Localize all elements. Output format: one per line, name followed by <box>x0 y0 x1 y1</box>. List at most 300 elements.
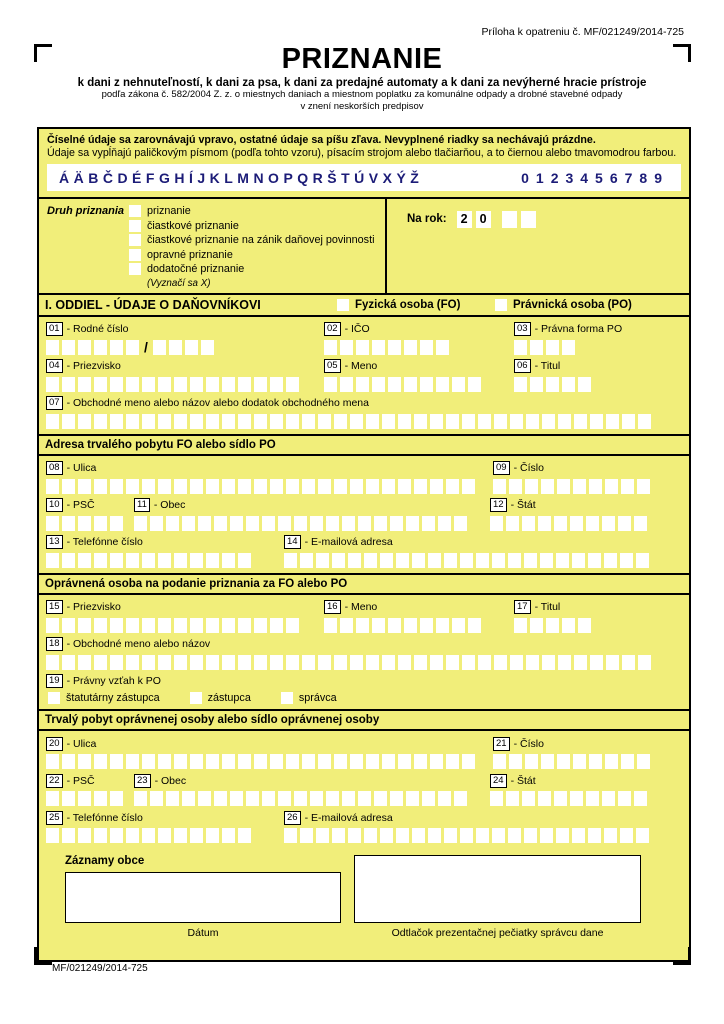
char-box[interactable] <box>525 479 538 494</box>
char-box[interactable] <box>46 377 59 392</box>
char-box[interactable] <box>438 516 451 531</box>
char-box[interactable] <box>270 754 283 769</box>
char-box[interactable] <box>246 516 259 531</box>
char-box[interactable] <box>356 340 369 355</box>
char-box[interactable] <box>318 479 331 494</box>
char-box[interactable] <box>444 553 457 568</box>
char-box[interactable] <box>404 377 417 392</box>
char-box[interactable] <box>452 618 465 633</box>
char-box[interactable] <box>286 618 299 633</box>
char-box[interactable] <box>452 377 465 392</box>
char-box[interactable] <box>636 828 649 843</box>
char-box[interactable] <box>262 791 275 806</box>
char-box[interactable] <box>214 791 227 806</box>
char-box[interactable] <box>374 791 387 806</box>
char-box[interactable] <box>334 479 347 494</box>
records-stamp-box[interactable] <box>354 855 641 923</box>
char-box[interactable] <box>462 479 475 494</box>
char-box[interactable] <box>412 553 425 568</box>
char-box[interactable] <box>388 377 401 392</box>
char-box[interactable] <box>214 516 227 531</box>
char-box[interactable] <box>254 479 267 494</box>
char-box[interactable] <box>462 754 475 769</box>
char-box[interactable] <box>524 828 537 843</box>
char-box[interactable] <box>294 791 307 806</box>
char-box[interactable] <box>558 655 571 670</box>
char-box[interactable] <box>222 754 235 769</box>
char-box[interactable] <box>278 791 291 806</box>
char-box[interactable] <box>190 377 203 392</box>
char-box[interactable] <box>422 791 435 806</box>
char-box[interactable] <box>174 479 187 494</box>
char-box[interactable] <box>62 618 75 633</box>
char-box[interactable] <box>46 553 59 568</box>
char-box[interactable] <box>174 377 187 392</box>
char-box[interactable] <box>454 516 467 531</box>
char-box[interactable] <box>110 618 123 633</box>
char-box[interactable] <box>190 479 203 494</box>
char-box[interactable] <box>310 791 323 806</box>
char-box[interactable] <box>350 754 363 769</box>
char-box[interactable] <box>538 791 551 806</box>
char-box[interactable] <box>126 828 139 843</box>
char-box[interactable] <box>206 479 219 494</box>
char-box[interactable] <box>334 414 347 429</box>
char-box[interactable] <box>318 414 331 429</box>
char-box[interactable] <box>62 791 75 806</box>
char-box[interactable] <box>468 618 481 633</box>
char-box[interactable] <box>222 655 235 670</box>
char-box[interactable] <box>396 828 409 843</box>
char-box[interactable] <box>270 618 283 633</box>
char-box[interactable] <box>153 340 166 355</box>
char-box[interactable] <box>286 655 299 670</box>
char-box[interactable] <box>540 553 553 568</box>
char-box[interactable] <box>302 479 315 494</box>
char-box[interactable] <box>110 414 123 429</box>
char-box[interactable] <box>284 828 297 843</box>
char-box[interactable] <box>572 553 585 568</box>
char-box[interactable] <box>169 340 182 355</box>
char-box[interactable] <box>570 516 583 531</box>
char-box[interactable] <box>174 828 187 843</box>
char-box[interactable] <box>602 791 615 806</box>
char-box[interactable] <box>406 791 419 806</box>
char-box[interactable] <box>390 791 403 806</box>
char-box[interactable] <box>126 618 139 633</box>
char-box[interactable] <box>490 791 503 806</box>
char-box[interactable] <box>134 791 147 806</box>
checkbox-priznanie[interactable] <box>129 205 141 217</box>
char-box[interactable] <box>372 340 385 355</box>
char-box[interactable] <box>586 791 599 806</box>
char-box[interactable] <box>142 754 155 769</box>
char-box[interactable] <box>110 479 123 494</box>
char-box[interactable] <box>326 791 339 806</box>
char-box[interactable] <box>270 479 283 494</box>
char-box[interactable] <box>493 479 506 494</box>
char-box[interactable] <box>366 414 379 429</box>
char-box[interactable] <box>428 553 441 568</box>
checkbox-pravnicka-osoba[interactable] <box>495 299 507 311</box>
char-box[interactable] <box>94 377 107 392</box>
char-box[interactable] <box>404 340 417 355</box>
char-box[interactable] <box>522 516 535 531</box>
records-date-box[interactable] <box>65 872 341 923</box>
char-box[interactable] <box>238 553 251 568</box>
char-box[interactable] <box>142 655 155 670</box>
char-box[interactable] <box>326 516 339 531</box>
char-box[interactable] <box>126 340 139 355</box>
char-box[interactable] <box>342 791 355 806</box>
char-box[interactable] <box>494 414 507 429</box>
char-box[interactable] <box>522 791 535 806</box>
char-box[interactable] <box>238 377 251 392</box>
checkbox-statutarny-zastupca[interactable] <box>48 692 60 704</box>
char-box[interactable] <box>605 754 618 769</box>
char-box[interactable] <box>150 791 163 806</box>
char-box[interactable] <box>578 618 591 633</box>
char-box[interactable] <box>94 479 107 494</box>
char-box[interactable] <box>142 414 155 429</box>
char-box[interactable] <box>514 377 527 392</box>
char-box[interactable] <box>620 553 633 568</box>
char-box[interactable] <box>574 655 587 670</box>
char-box[interactable] <box>468 377 481 392</box>
checkbox-spravca[interactable] <box>281 692 293 704</box>
char-box[interactable] <box>588 553 601 568</box>
char-box[interactable] <box>606 414 619 429</box>
char-box[interactable] <box>557 479 570 494</box>
char-box[interactable] <box>541 754 554 769</box>
char-box[interactable] <box>332 553 345 568</box>
char-box[interactable] <box>462 414 475 429</box>
char-box[interactable] <box>110 377 123 392</box>
char-box[interactable] <box>230 791 243 806</box>
char-box[interactable] <box>222 377 235 392</box>
char-box[interactable] <box>554 516 567 531</box>
char-box[interactable] <box>388 340 401 355</box>
char-box[interactable] <box>556 828 569 843</box>
char-box[interactable] <box>182 516 195 531</box>
char-box[interactable] <box>324 377 337 392</box>
char-box[interactable] <box>246 791 259 806</box>
char-box[interactable] <box>340 377 353 392</box>
char-box[interactable] <box>262 516 275 531</box>
char-box[interactable] <box>340 340 353 355</box>
char-box[interactable] <box>620 828 633 843</box>
char-box[interactable] <box>398 655 411 670</box>
char-box[interactable] <box>324 618 337 633</box>
char-box[interactable] <box>126 553 139 568</box>
year-digit-box[interactable] <box>502 211 517 228</box>
char-box[interactable] <box>364 828 377 843</box>
char-box[interactable] <box>436 377 449 392</box>
char-box[interactable] <box>46 516 59 531</box>
char-box[interactable] <box>618 516 631 531</box>
year-digit-box[interactable] <box>521 211 536 228</box>
char-box[interactable] <box>201 340 214 355</box>
char-box[interactable] <box>396 553 409 568</box>
char-box[interactable] <box>422 516 435 531</box>
char-box[interactable] <box>222 414 235 429</box>
char-box[interactable] <box>573 754 586 769</box>
char-box[interactable] <box>510 655 523 670</box>
char-box[interactable] <box>78 655 91 670</box>
char-box[interactable] <box>460 553 473 568</box>
char-box[interactable] <box>198 516 211 531</box>
char-box[interactable] <box>78 754 91 769</box>
char-box[interactable] <box>238 754 251 769</box>
char-box[interactable] <box>302 655 315 670</box>
char-box[interactable] <box>446 414 459 429</box>
char-box[interactable] <box>94 340 107 355</box>
char-box[interactable] <box>366 754 379 769</box>
char-box[interactable] <box>636 553 649 568</box>
char-box[interactable] <box>348 828 361 843</box>
char-box[interactable] <box>492 553 505 568</box>
char-box[interactable] <box>382 754 395 769</box>
char-box[interactable] <box>382 655 395 670</box>
char-box[interactable] <box>420 377 433 392</box>
char-box[interactable] <box>509 479 522 494</box>
char-box[interactable] <box>94 828 107 843</box>
char-box[interactable] <box>158 414 171 429</box>
char-box[interactable] <box>446 655 459 670</box>
char-box[interactable] <box>588 828 601 843</box>
char-box[interactable] <box>190 828 203 843</box>
char-box[interactable] <box>454 791 467 806</box>
char-box[interactable] <box>110 340 123 355</box>
char-box[interactable] <box>557 754 570 769</box>
char-box[interactable] <box>404 618 417 633</box>
char-box[interactable] <box>286 414 299 429</box>
char-box[interactable] <box>294 516 307 531</box>
char-box[interactable] <box>198 791 211 806</box>
char-box[interactable] <box>158 618 171 633</box>
char-box[interactable] <box>158 828 171 843</box>
char-box[interactable] <box>358 516 371 531</box>
char-box[interactable] <box>190 414 203 429</box>
char-box[interactable] <box>158 479 171 494</box>
char-box[interactable] <box>286 377 299 392</box>
char-box[interactable] <box>574 414 587 429</box>
char-box[interactable] <box>428 828 441 843</box>
char-box[interactable] <box>436 340 449 355</box>
char-box[interactable] <box>206 553 219 568</box>
char-box[interactable] <box>110 828 123 843</box>
char-box[interactable] <box>302 754 315 769</box>
char-box[interactable] <box>78 791 91 806</box>
char-box[interactable] <box>493 754 506 769</box>
char-box[interactable] <box>350 655 363 670</box>
char-box[interactable] <box>238 618 251 633</box>
char-box[interactable] <box>142 828 155 843</box>
char-box[interactable] <box>110 655 123 670</box>
char-box[interactable] <box>476 553 489 568</box>
char-box[interactable] <box>586 516 599 531</box>
char-box[interactable] <box>310 516 323 531</box>
char-box[interactable] <box>637 754 650 769</box>
char-box[interactable] <box>430 414 443 429</box>
char-box[interactable] <box>158 754 171 769</box>
char-box[interactable] <box>478 655 491 670</box>
char-box[interactable] <box>78 414 91 429</box>
char-box[interactable] <box>270 414 283 429</box>
char-box[interactable] <box>270 655 283 670</box>
char-box[interactable] <box>254 754 267 769</box>
char-box[interactable] <box>578 377 591 392</box>
char-box[interactable] <box>570 791 583 806</box>
char-box[interactable] <box>174 618 187 633</box>
char-box[interactable] <box>94 414 107 429</box>
char-box[interactable] <box>366 655 379 670</box>
char-box[interactable] <box>222 479 235 494</box>
char-box[interactable] <box>142 377 155 392</box>
char-box[interactable] <box>508 553 521 568</box>
char-box[interactable] <box>366 479 379 494</box>
char-box[interactable] <box>506 516 519 531</box>
char-box[interactable] <box>174 553 187 568</box>
char-box[interactable] <box>356 618 369 633</box>
char-box[interactable] <box>372 618 385 633</box>
char-box[interactable] <box>78 377 91 392</box>
char-box[interactable] <box>637 479 650 494</box>
char-box[interactable] <box>526 414 539 429</box>
year-digit-box[interactable]: 0 <box>476 211 491 228</box>
char-box[interactable] <box>382 479 395 494</box>
checkbox-opravne-priznanie[interactable] <box>129 249 141 261</box>
char-box[interactable] <box>238 414 251 429</box>
char-box[interactable] <box>414 479 427 494</box>
char-box[interactable] <box>414 655 427 670</box>
char-box[interactable] <box>78 618 91 633</box>
char-box[interactable] <box>206 655 219 670</box>
char-box[interactable] <box>382 414 395 429</box>
char-box[interactable] <box>374 516 387 531</box>
char-box[interactable] <box>622 655 635 670</box>
char-box[interactable] <box>78 516 91 531</box>
char-box[interactable] <box>300 553 313 568</box>
char-box[interactable] <box>332 828 345 843</box>
char-box[interactable] <box>358 791 371 806</box>
char-box[interactable] <box>62 340 75 355</box>
checkbox-dodatocne-priznanie[interactable] <box>129 263 141 275</box>
char-box[interactable] <box>206 828 219 843</box>
char-box[interactable] <box>238 655 251 670</box>
char-box[interactable] <box>446 754 459 769</box>
char-box[interactable] <box>62 553 75 568</box>
char-box[interactable] <box>342 516 355 531</box>
char-box[interactable] <box>509 754 522 769</box>
char-box[interactable] <box>604 828 617 843</box>
char-box[interactable] <box>190 655 203 670</box>
char-box[interactable] <box>318 655 331 670</box>
char-box[interactable] <box>206 377 219 392</box>
char-box[interactable] <box>414 754 427 769</box>
char-box[interactable] <box>388 618 401 633</box>
char-box[interactable] <box>278 516 291 531</box>
char-box[interactable] <box>340 618 353 633</box>
char-box[interactable] <box>316 828 329 843</box>
char-box[interactable] <box>110 791 123 806</box>
char-box[interactable] <box>62 655 75 670</box>
char-box[interactable] <box>316 553 329 568</box>
char-box[interactable] <box>541 479 554 494</box>
char-box[interactable] <box>510 414 523 429</box>
char-box[interactable] <box>380 828 393 843</box>
char-box[interactable] <box>530 618 543 633</box>
char-box[interactable] <box>78 340 91 355</box>
char-box[interactable] <box>286 479 299 494</box>
char-box[interactable] <box>270 377 283 392</box>
char-box[interactable] <box>420 340 433 355</box>
char-box[interactable] <box>94 516 107 531</box>
char-box[interactable] <box>546 618 559 633</box>
char-box[interactable] <box>254 655 267 670</box>
char-box[interactable] <box>190 618 203 633</box>
char-box[interactable] <box>254 377 267 392</box>
char-box[interactable] <box>546 340 559 355</box>
char-box[interactable] <box>398 414 411 429</box>
char-box[interactable] <box>538 516 551 531</box>
char-box[interactable] <box>380 553 393 568</box>
char-box[interactable] <box>46 414 59 429</box>
char-box[interactable] <box>62 754 75 769</box>
char-box[interactable] <box>46 791 59 806</box>
char-box[interactable] <box>621 754 634 769</box>
checkbox-ciastkove-priznanie[interactable] <box>129 220 141 232</box>
char-box[interactable] <box>206 414 219 429</box>
char-box[interactable] <box>126 377 139 392</box>
char-box[interactable] <box>604 553 617 568</box>
char-box[interactable] <box>356 377 369 392</box>
char-box[interactable] <box>514 618 527 633</box>
char-box[interactable] <box>444 828 457 843</box>
char-box[interactable] <box>476 828 489 843</box>
char-box[interactable] <box>573 479 586 494</box>
char-box[interactable] <box>530 340 543 355</box>
char-box[interactable] <box>372 377 385 392</box>
char-box[interactable] <box>254 618 267 633</box>
char-box[interactable] <box>62 479 75 494</box>
char-box[interactable] <box>62 516 75 531</box>
char-box[interactable] <box>514 340 527 355</box>
char-box[interactable] <box>524 553 537 568</box>
char-box[interactable] <box>302 414 315 429</box>
char-box[interactable] <box>554 791 567 806</box>
char-box[interactable] <box>508 828 521 843</box>
char-box[interactable] <box>110 516 123 531</box>
char-box[interactable] <box>94 553 107 568</box>
char-box[interactable] <box>300 828 313 843</box>
char-box[interactable] <box>348 553 361 568</box>
char-box[interactable] <box>78 479 91 494</box>
char-box[interactable] <box>46 479 59 494</box>
char-box[interactable] <box>638 414 651 429</box>
char-box[interactable] <box>206 618 219 633</box>
char-box[interactable] <box>222 618 235 633</box>
char-box[interactable] <box>590 414 603 429</box>
char-box[interactable] <box>142 479 155 494</box>
char-box[interactable] <box>46 340 59 355</box>
char-box[interactable] <box>126 414 139 429</box>
char-box[interactable] <box>110 553 123 568</box>
char-box[interactable] <box>46 655 59 670</box>
char-box[interactable] <box>284 553 297 568</box>
char-box[interactable] <box>540 828 553 843</box>
char-box[interactable] <box>126 754 139 769</box>
